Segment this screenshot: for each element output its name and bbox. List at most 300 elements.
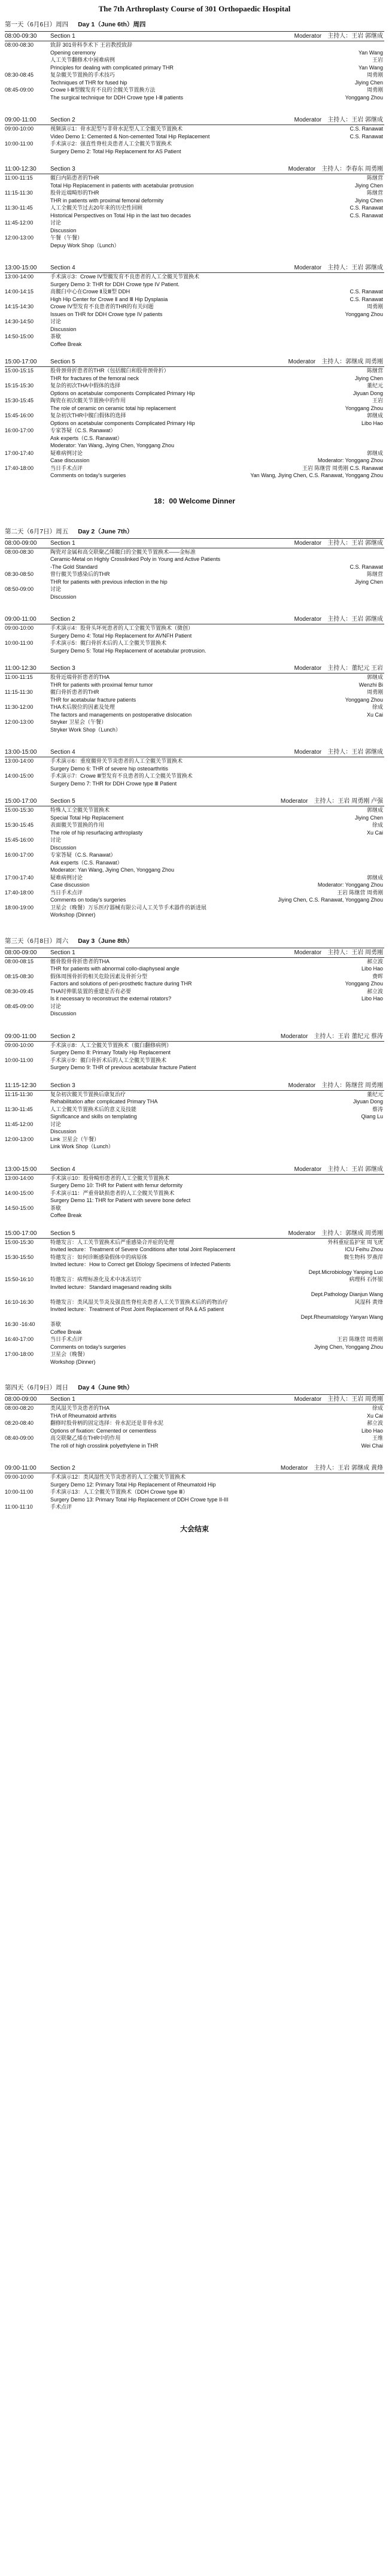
item-line: Case discussion (50, 457, 90, 463)
program-item (5, 197, 384, 205)
section-moderators (294, 539, 383, 548)
item-time: 09:00-10:00 (5, 126, 34, 132)
item-time: 11:15-11:30 (5, 190, 33, 196)
item-text (50, 1351, 384, 1366)
program-item (5, 1434, 384, 1442)
item-text (50, 86, 384, 94)
item-time: 15:00-15:30 (5, 1239, 34, 1245)
section-header (5, 116, 384, 125)
item-text (50, 1488, 384, 1503)
item-line: 专家答疑（C.S. Ranawat） (50, 427, 116, 433)
program-item (5, 639, 384, 654)
item-time (5, 578, 50, 586)
item-text (50, 688, 384, 696)
item-text (50, 1473, 384, 1488)
item-text (50, 1261, 384, 1269)
item-text (50, 1336, 384, 1343)
item-speaker: 病理科 石怀银 (347, 1276, 383, 1284)
item-text (50, 41, 384, 56)
item-time (5, 866, 50, 874)
item-time (5, 696, 50, 704)
item-text (50, 1503, 384, 1511)
item-line: 手术演示6：重度髋骨关节炎患者的人工全髋关节置换术 (50, 758, 183, 764)
item-time (5, 829, 50, 837)
program-item (5, 1503, 384, 1511)
item-text (50, 318, 384, 326)
program-item (5, 1269, 384, 1276)
item-time (5, 405, 50, 412)
item-line: 疑难病例讨论 (50, 450, 83, 456)
program-item (5, 1404, 384, 1412)
item-time: 08:45-09:00 (5, 87, 34, 93)
day-header (5, 932, 384, 948)
item-text (50, 125, 384, 133)
item-line: Comments on today's surgeries (50, 897, 126, 903)
item-time: 08:00-08:30 (5, 42, 34, 48)
item-line: 特邀发言：类风湿关节炎及强直性脊柱炎患者人工关节置换术后的药物治疗 (50, 1298, 229, 1305)
item-time: 17:40-18:00 (5, 465, 34, 471)
item-line: Surgery Demo 8: Primary Totally Hip Replacement (50, 1049, 171, 1055)
item-speaker: 陈继营 (364, 189, 383, 197)
program-item (5, 1098, 384, 1106)
item-text (50, 390, 384, 398)
program-item (5, 711, 384, 719)
item-time (5, 814, 50, 822)
item-text (50, 1321, 384, 1336)
section-moderators (294, 615, 383, 624)
item-line: Discussion (50, 227, 77, 233)
moderator-label: Moderator (280, 798, 308, 805)
item-line: Options on acetabular components Complicated Primary Hip (50, 390, 195, 396)
item-time: 11:00-11:15 (5, 175, 33, 181)
item-speaker: Jiying Chen (352, 578, 383, 586)
spacer (5, 919, 384, 932)
program-item (5, 980, 384, 988)
item-speaker: Dept.Pathology Dianjun Wang (309, 1291, 383, 1298)
program-item (5, 1121, 384, 1136)
item-text (50, 711, 384, 719)
item-line: 讨论 (50, 837, 62, 843)
item-speaker: Moderator: Yonggang Zhou (315, 457, 383, 465)
item-time (5, 1261, 50, 1269)
spacer (5, 348, 384, 356)
section-header (5, 1081, 384, 1091)
section-name: Section 4 (50, 1166, 75, 1173)
section-time: 08:00-09:30 (5, 33, 37, 40)
moderator-label: Moderator (288, 1082, 316, 1089)
item-text (50, 1427, 384, 1435)
item-speaker: 董纪元 (364, 1091, 383, 1099)
section-name: Section 3 (50, 1082, 75, 1089)
item-line: High Hip Center for Crowe Ⅱ and Ⅲ Hip Dysplasia (50, 296, 168, 302)
program-item (5, 1298, 384, 1306)
section-name: Section 5 (50, 1230, 75, 1237)
section-name: Section 5 (50, 798, 75, 805)
moderator-names: 主持人：王岩 周勇刚 (327, 949, 383, 956)
item-text (50, 182, 384, 190)
day-title: Day 2（June 7th） (78, 527, 133, 535)
item-line: 复杂初次髋关节置换后康复治疗 (50, 1091, 126, 1097)
item-time (5, 1098, 50, 1106)
item-text (50, 703, 384, 711)
section-time: 08:00-09:00 (5, 539, 37, 547)
item-text (50, 829, 384, 837)
item-speaker: Jiying Chen, C.S. Ranawat, Yonggang Zhou (275, 896, 383, 904)
item-line: 髋臼骨折患者的THR (50, 689, 99, 695)
item-line: 复杂初次THR中髋臼假体的选择 (50, 412, 126, 418)
item-text (50, 189, 384, 197)
item-speaker: Jiying Chen (352, 182, 383, 190)
item-text (50, 639, 384, 654)
item-line: THA时伸肌装置的重建是否有必要 (50, 988, 132, 994)
item-speaker: Dept.Rheumatology Yanyan Wang (299, 1313, 383, 1321)
item-time (5, 1269, 50, 1276)
item-line: Invited lecture：Treatment of Post Joint Replacement of RA & AS patient (50, 1306, 224, 1312)
item-time: 16:30 -16:40 (5, 1321, 35, 1327)
item-speaker: Qiang Lu (358, 1113, 383, 1121)
item-line: Surgery Demo 11: THR for Patient with severe bone defect (50, 1197, 191, 1203)
item-time (5, 1306, 50, 1313)
item-text (50, 1276, 384, 1284)
moderator-label: Moderator (294, 949, 322, 956)
item-time: 11:15-11:30 (5, 1091, 33, 1097)
item-line: Surgery Demo 7: THR for DDH Crowe type Ⅲ Patient (50, 780, 177, 787)
moderator-label: Moderator (288, 359, 316, 365)
item-line: Special Total Hip Replacement (50, 814, 124, 821)
item-text (50, 133, 384, 141)
program-item (5, 41, 384, 56)
program-item (5, 465, 384, 472)
item-time: 14:00-15:00 (5, 773, 34, 779)
item-speaker: Yonggang Zhou (343, 696, 383, 704)
program-content (5, 16, 384, 1547)
program-item (5, 548, 384, 571)
item-time (5, 56, 50, 64)
program-item (5, 204, 384, 212)
item-line: Surgery Demo 12: Primary Total Hip Replacement of Rheumatoid Hip (50, 1481, 216, 1488)
item-time: 18:00-19:00 (5, 904, 34, 911)
program-item (5, 341, 384, 348)
item-speaker: 郭继成 (364, 806, 383, 814)
item-line: 卫星会（晚餐）万乐医疗器械有限公司人工关节手术器件的新进展 (50, 904, 207, 911)
item-time (5, 64, 50, 72)
item-text (50, 866, 384, 874)
item-speaker: 王维 (370, 1434, 383, 1442)
moderator-names: 主持人：王岩 郭继成 (327, 117, 383, 123)
item-line: 类风湿关节炎患者的THA (50, 1405, 110, 1411)
item-time (5, 1442, 50, 1450)
spacer (5, 1151, 384, 1164)
day-header (5, 16, 384, 32)
day-title: Day 1（June 6th）周四 (78, 21, 146, 28)
item-text (50, 1254, 384, 1261)
program-item (5, 904, 384, 919)
item-text (50, 1113, 384, 1121)
program-item (5, 703, 384, 711)
item-line: 讨论 (50, 586, 62, 592)
section-header (5, 165, 384, 174)
item-time: 11:00-11:15 (5, 674, 33, 680)
item-speaker: C.S. Ranawat (347, 288, 383, 296)
section-moderators (281, 1032, 383, 1041)
spacer (5, 600, 384, 614)
item-line: 卫星会（晚餐） (50, 1351, 89, 1357)
moderator-names: 主持人：王岩 周勇刚 (327, 1396, 383, 1403)
item-time: 09:00-10:00 (5, 625, 34, 631)
item-speaker: Jiying Chen (352, 197, 383, 205)
item-line: 股骨近端骨折患者的THA (50, 674, 110, 680)
section-time: 11:15-12:30 (5, 1082, 37, 1089)
spacer (5, 249, 384, 262)
section-moderators (281, 797, 383, 806)
item-text (50, 1412, 384, 1420)
section-header (5, 539, 384, 548)
program-item (5, 889, 384, 897)
item-time (5, 94, 50, 102)
item-line: 股骨颈骨折患者的THR（包括髋臼和股骨颈骨折） (50, 368, 169, 374)
item-line: 疑难病例讨论 (50, 874, 83, 881)
program-item (5, 673, 384, 681)
spacer (5, 733, 384, 747)
item-speaker: Jiyuan Dong (351, 1098, 383, 1106)
program-item (5, 457, 384, 465)
item-line: Discussion (50, 1011, 77, 1017)
item-speaker: Jiying Chen (352, 814, 383, 822)
item-time (5, 1291, 50, 1298)
section-header (5, 1165, 384, 1175)
item-time: 11:30-11:45 (5, 205, 33, 211)
program-item (5, 829, 384, 837)
item-line: Comments on today's surgeries (50, 472, 126, 478)
program-item (5, 1091, 384, 1099)
section-moderators (288, 357, 383, 366)
program-item (5, 1190, 384, 1204)
item-text (50, 375, 384, 383)
item-speaker: Jiying Chen (352, 375, 383, 383)
program-item (5, 326, 384, 333)
item-text (50, 988, 384, 996)
item-line: 人工全髋关节置换术后的意义及技能 (50, 1106, 137, 1112)
section-moderators (281, 1464, 383, 1473)
program-item (5, 1136, 384, 1151)
item-text (50, 405, 384, 412)
item-text (50, 995, 384, 1003)
item-time (5, 311, 50, 318)
item-time: 11:30-11:45 (5, 1106, 33, 1112)
section-time: 13:00-15:00 (5, 1166, 37, 1173)
item-line: Surgery Demo 9: THR of previous acetabular fracture Patient (50, 1064, 196, 1070)
moderator-label: Moderator (294, 539, 322, 547)
item-speaker: C.S. Ranawat (347, 212, 383, 220)
moderator-names: 主持人：王岩 郭继成 (327, 33, 383, 40)
item-line: Coffee Break (50, 1328, 82, 1335)
item-time: 08:00-08:20 (5, 1405, 34, 1411)
item-time: 15:30-15:45 (5, 822, 34, 828)
item-time: 10:00-11:00 (5, 1057, 34, 1063)
item-line: Surgery Demo 2: Total Hip Replacement for AS Patient (50, 148, 181, 154)
item-speaker: 王岩 (370, 397, 383, 405)
item-time: 08:15-08:30 (5, 973, 34, 979)
item-text (50, 219, 384, 234)
item-speaker: 外科重症监护室 周飞虎 (325, 1239, 383, 1246)
program-item (5, 1261, 384, 1269)
item-line: 复杂髋关节置换的手术技巧 (50, 72, 116, 78)
item-text (50, 1343, 384, 1351)
item-time (5, 197, 50, 205)
day-label: 第三天（6月8日）周六 (5, 937, 69, 945)
section-name: Section 1 (50, 539, 75, 547)
item-time: 11:45-12:00 (5, 220, 34, 226)
item-line: 髋臼内陷患者的THR (50, 175, 99, 181)
item-text (50, 681, 384, 689)
item-text (50, 1239, 384, 1246)
item-time: 16:10-16:30 (5, 1298, 34, 1305)
day-label: 第二天（6月7日）周五 (5, 527, 69, 535)
item-time: 11:00-11:10 (5, 1504, 33, 1510)
item-line: 致辞 301骨科李术下 王岩教授致辞 (50, 42, 133, 48)
item-speaker: 郭继成 (364, 450, 383, 457)
item-line: Link Work Shop（Lunch） (50, 1143, 114, 1149)
moderator-names: 主持人：王岩 郭继成 (327, 265, 383, 271)
item-speaker: 郝立波 (364, 988, 383, 996)
item-text (50, 772, 384, 787)
program-item (5, 851, 384, 866)
item-line: The role of hip resurfacing arthroplasty (50, 829, 143, 836)
section-time: 09:00-11:00 (5, 1033, 37, 1040)
item-time: 13:00-14:00 (5, 274, 34, 280)
item-line: Surgery Demo 10: THR for Patient with femur deformity (50, 1182, 183, 1188)
program-item (5, 133, 384, 141)
item-time: 14:50-15:00 (5, 1204, 34, 1211)
program-item (5, 375, 384, 383)
spacer (5, 1018, 384, 1031)
item-time: 15:45-16:00 (5, 412, 34, 418)
program-item (5, 1427, 384, 1435)
item-time: 10:00-11:00 (5, 640, 34, 646)
item-speaker: Libo Hao (359, 995, 383, 1003)
program-item (5, 718, 384, 733)
item-speaker: 蔡涛 (370, 1106, 383, 1113)
item-text (50, 1313, 384, 1321)
item-line: Surgery Demo 13: Primary Total Hip Replacement of DDH Crowe type II-III (50, 1496, 229, 1503)
item-text (50, 465, 384, 472)
section-header (5, 797, 384, 806)
section-name: Section 3 (50, 665, 75, 672)
item-text (50, 874, 384, 882)
program-item (5, 318, 384, 326)
section-name: Section 2 (50, 1033, 75, 1040)
item-line: 特殊人工全髋关节置换术 (50, 807, 110, 813)
item-speaker: 郭继成 (364, 673, 383, 681)
program-item (5, 995, 384, 1003)
item-line: Options of fixation: Cemented or cementless (50, 1427, 157, 1434)
program-item (5, 866, 384, 874)
program-item (5, 1336, 384, 1343)
section-header (5, 748, 384, 757)
section-time: 15:00-17:00 (5, 798, 37, 805)
item-line: Issues on THR for DDH Crowe type IV patients (50, 311, 163, 317)
item-line: 当日手术点评 (50, 465, 83, 471)
item-text (50, 420, 384, 427)
item-speaker: Yonggang Zhou (343, 94, 383, 102)
item-time: 17:00-17:40 (5, 874, 34, 881)
item-line: Case discussion (50, 882, 90, 888)
program-item (5, 140, 384, 155)
item-time (5, 995, 50, 1003)
item-speaker: C.S. Ranawat (347, 204, 383, 212)
item-speaker: Xu Cai (364, 1412, 383, 1420)
item-text (50, 1404, 384, 1412)
moderator-label: Moderator (294, 665, 322, 672)
day-label: 第四天（6月9日）周日 (5, 1384, 69, 1391)
item-speaker: 王岩 陈继营 周勇刚 C.S. Ranawat (300, 465, 383, 472)
section-header (5, 615, 384, 624)
program-item (5, 1057, 384, 1072)
item-line: 手术演示11：严重骨缺损患者的人工全髋关节置换术 (50, 1190, 175, 1196)
section-name: Section 2 (50, 1465, 75, 1471)
program-item (5, 1321, 384, 1336)
item-line: 当日手术点评 (50, 889, 83, 896)
program-item (5, 390, 384, 398)
item-line: 股骨近端畸形的THR (50, 190, 99, 196)
item-time (5, 1246, 50, 1254)
item-text (50, 1419, 384, 1427)
item-line: Historical Perspectives on Total Hip in the last two decades (50, 212, 191, 219)
program-item (5, 273, 384, 288)
item-line: Moderator: Yan Wang, Jiying Chen, Yonggang Zhou (50, 442, 174, 448)
program-item (5, 450, 384, 457)
item-line: Link 卫星会（午餐） (50, 1136, 100, 1142)
item-text (50, 333, 384, 341)
item-speaker: Xu Cai (364, 711, 383, 719)
document-title: The 7th Arthroplasty Course of 301 Orthopaedic Hospital (98, 4, 291, 13)
closing-note: 大会结束 (180, 1524, 209, 1533)
item-line: 陶瓷对金属和高交联聚乙烯髋臼的全髋关节置换术——金标准 (50, 548, 196, 555)
moderator-label: Moderator (280, 1465, 308, 1471)
program-item (5, 1106, 384, 1113)
item-line: 手术演示7：Crowe Ⅲ型发育不良患者的人工全髋关节置换术 (50, 773, 193, 779)
program-item (5, 881, 384, 889)
item-line: Discussion (50, 1128, 77, 1134)
program-item (5, 311, 384, 318)
item-line: 人工关节翻修术中困难病例 (50, 57, 116, 63)
item-time (5, 442, 50, 450)
section-header (5, 1032, 384, 1042)
item-text (50, 367, 384, 375)
item-time: 15:30-15:50 (5, 1254, 34, 1260)
section-time: 13:00-15:00 (5, 749, 37, 755)
spacer (5, 101, 384, 114)
program-item (5, 1351, 384, 1366)
item-speaker: 王岩 (370, 56, 383, 64)
item-time: 08:40-09:00 (5, 1435, 34, 1441)
item-line: THR for patients with previous infection in the hip (50, 578, 168, 585)
item-line: 手术演示12：类风湿性关节炎患者的人工全髋关节置换术 (50, 1474, 186, 1480)
item-text (50, 311, 384, 318)
program-item (5, 64, 384, 72)
item-line: 高髋臼中心在Crowe Ⅱ及Ⅲ型 DDH (50, 289, 130, 295)
item-line: Crowe IV型发育不良患者的THR的有关问题 (50, 304, 154, 310)
item-time: 12:00-13:00 (5, 235, 34, 241)
item-text (50, 958, 384, 966)
item-time: 08:30-08:45 (5, 72, 34, 78)
moderator-label: Moderator (288, 166, 316, 172)
item-speaker: Jiying Chen, Yonggang Zhou (312, 1343, 383, 1351)
item-text (50, 56, 384, 64)
item-text (50, 1291, 384, 1298)
section-name: Section 3 (50, 166, 75, 172)
item-time (5, 896, 50, 904)
